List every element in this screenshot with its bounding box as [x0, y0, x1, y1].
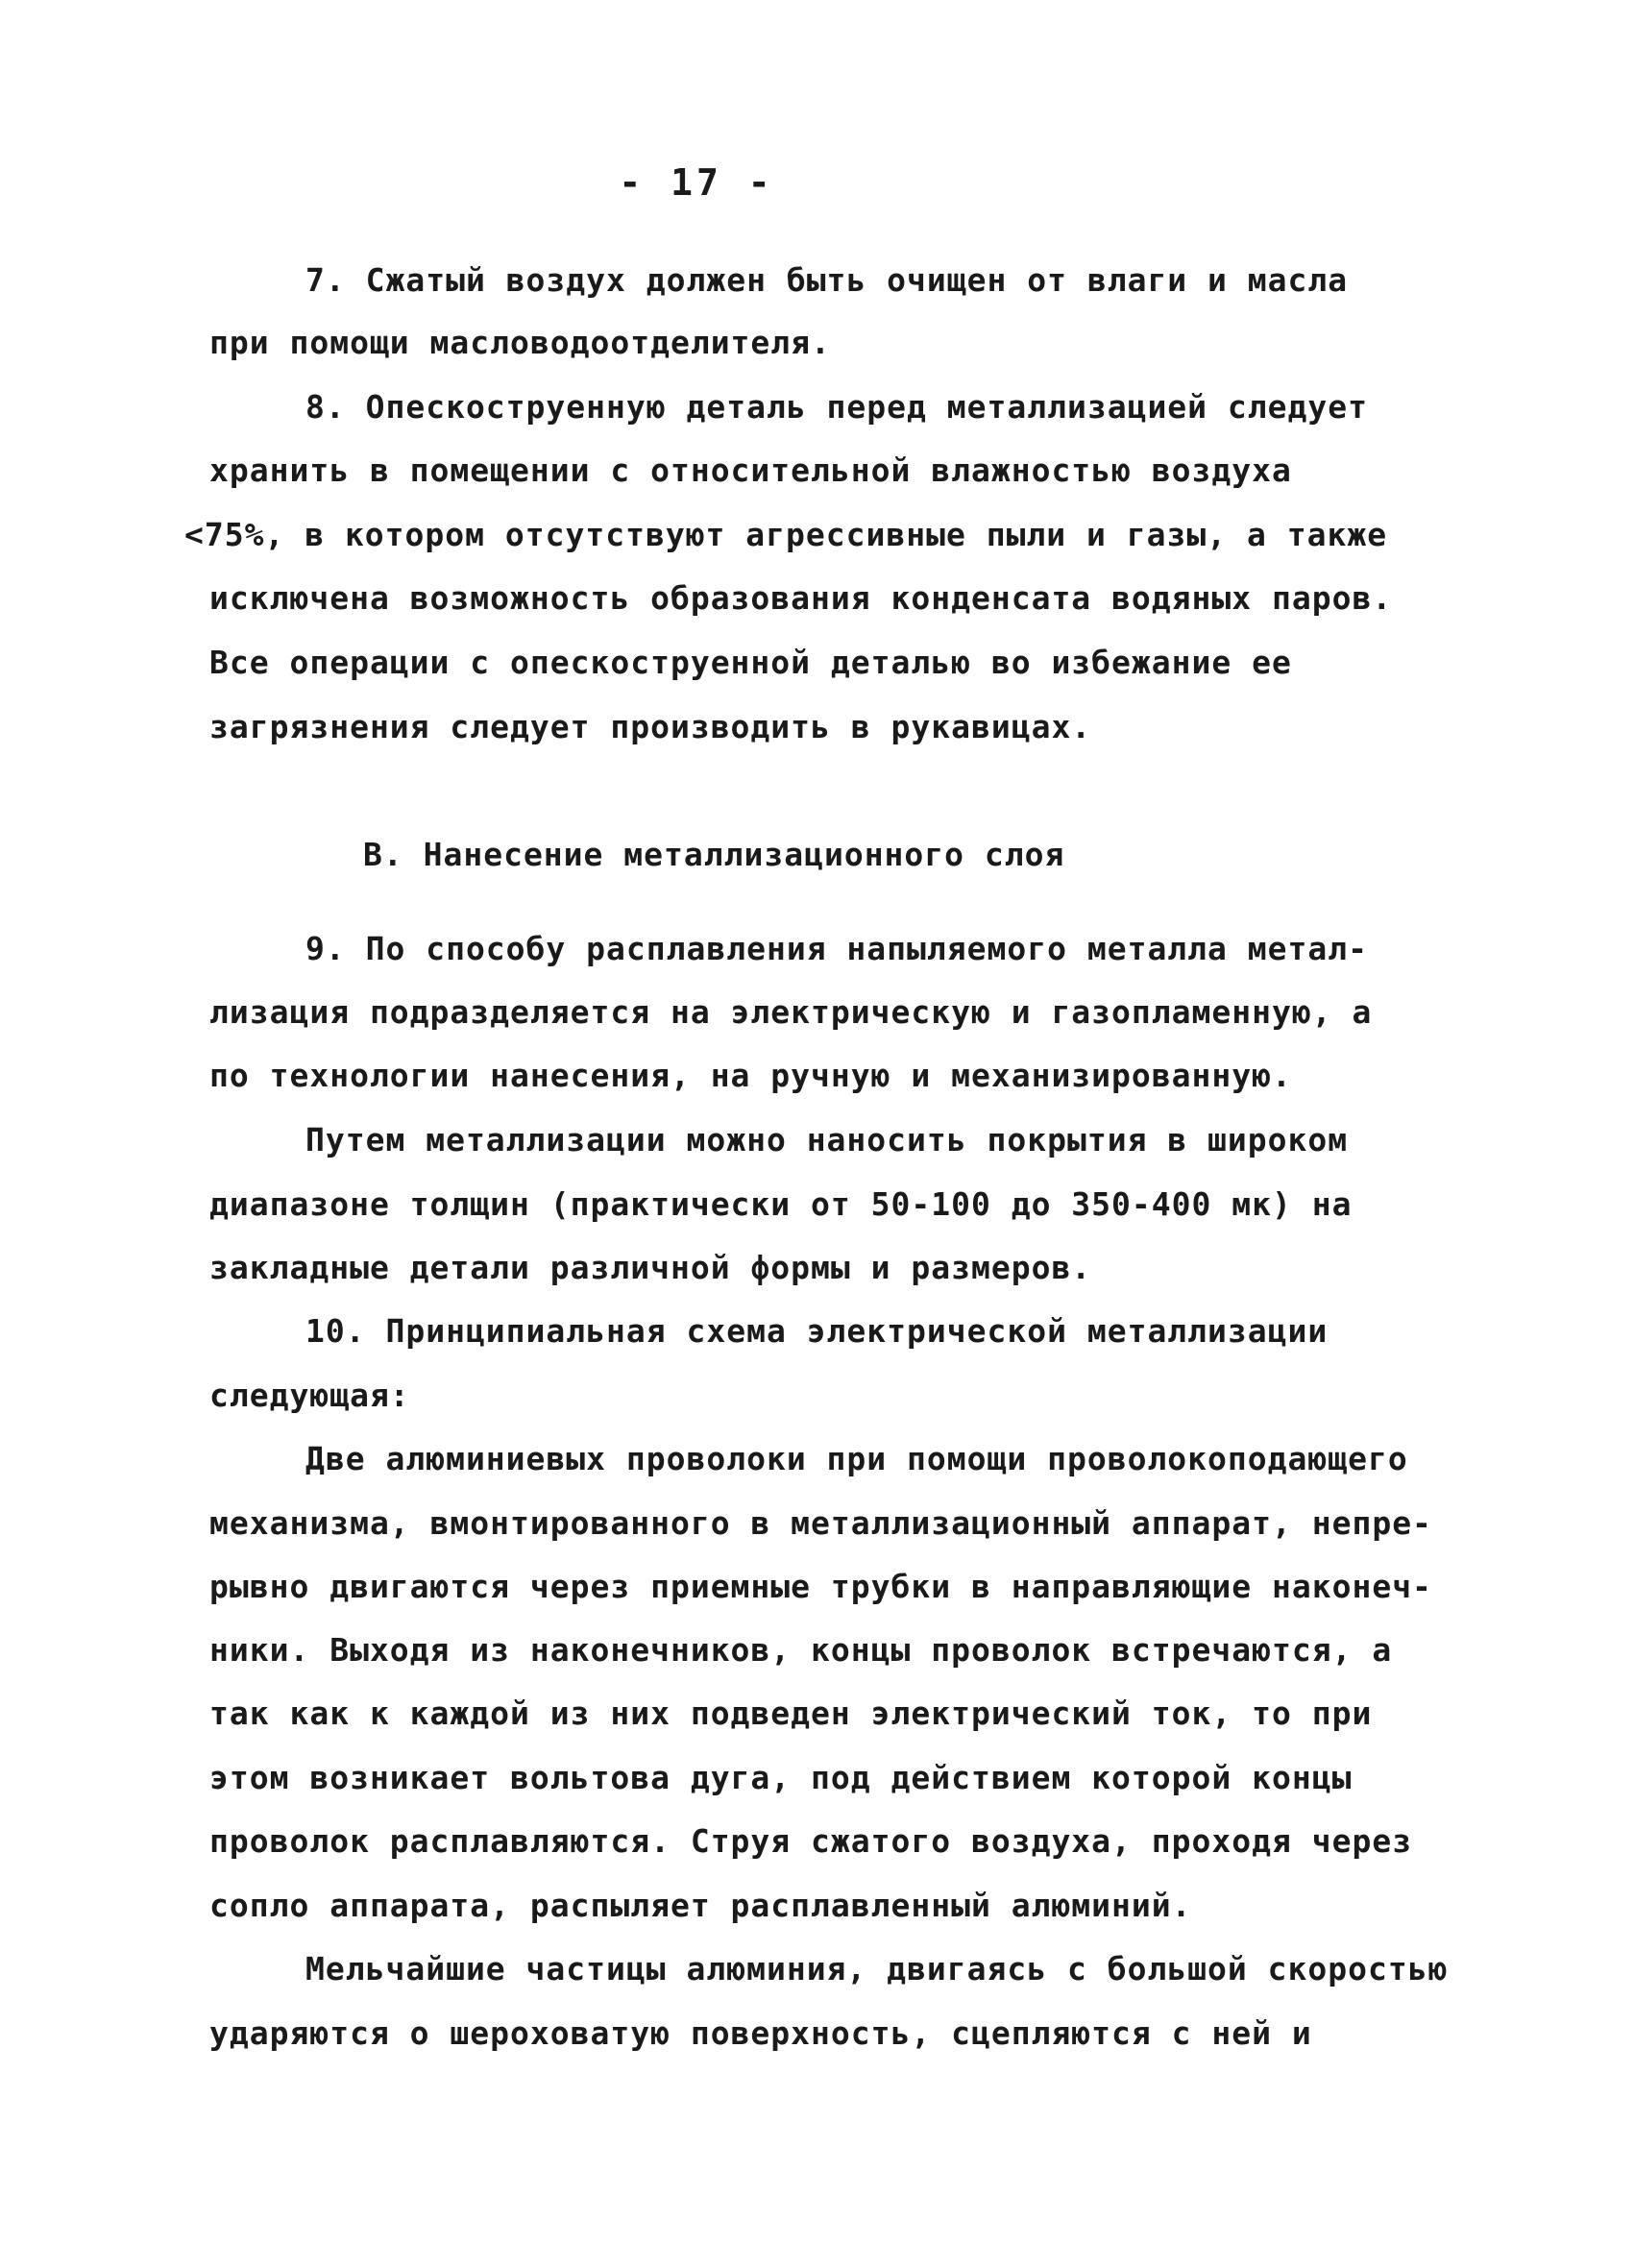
text-line: Две алюминиевых проволоки при помощи проволокоподающего — [305, 1440, 1408, 1477]
text-line: диапазоне толщин (практически от 50-100 до 350-400 мк) на — [209, 1185, 1353, 1223]
text-line: следующая: — [209, 1377, 410, 1414]
text-line: при помощи масловодоотделителя. — [209, 324, 831, 361]
text-line: ударяются о шероховатую поверхность, сцепляются с ней и — [209, 2014, 1312, 2052]
text-line: 7. Сжатый воздух должен быть очищен от влаги и масла — [305, 261, 1349, 299]
text-line: закладные детали различной формы и размеров. — [209, 1249, 1092, 1286]
text-line: 8. Опескоструенную деталь перед металлизацией следует — [305, 388, 1368, 426]
text-line: 9. По способу расплавления напыляемого металла метал- — [305, 930, 1368, 967]
text-line: хранить в помещении с относительной влажностью воздуха — [209, 451, 1292, 489]
text-line: загрязнения следует производить в рукавицах. — [209, 708, 1092, 745]
page-number: - 17 - — [619, 161, 774, 204]
section-heading: В. Нанесение металлизационного слоя — [363, 836, 1065, 873]
text-line: проволок расплавляются. Струя сжатого воздуха, проходя через — [209, 1822, 1413, 1860]
text-line: рывно двигаются через приемные трубки в направляющие наконеч- — [209, 1568, 1432, 1605]
text-line: механизма, вмонтированного в металлизационный аппарат, непре- — [209, 1504, 1432, 1542]
text-line: ники. Выходя из наконечников, концы проволок встречаются, а — [209, 1631, 1393, 1669]
text-line: исключена возможность образования конденсата водяных паров. — [209, 579, 1393, 617]
text-line: Мельчайшие частицы алюминия, двигаясь с большой скоростью — [305, 1950, 1449, 1988]
text-line: 10. Принципиальная схема электрической металлизации — [305, 1312, 1329, 1350]
text-line: <75%, в котором отсутствуют агрессивные пыли и газы, а также — [184, 516, 1388, 553]
text-line: Путем металлизации можно наносить покрытия в широком — [305, 1121, 1349, 1158]
text-line: Все операции с опескоструенной деталью во избежание ее — [209, 644, 1292, 681]
text-line: лизация подразделяется на электрическую и газопламенную, а — [209, 993, 1373, 1031]
text-line: этом возникает вольтова дуга, под действием которой концы — [209, 1759, 1353, 1796]
text-line: сопло аппарата, распыляет расплавленный алюминий. — [209, 1887, 1192, 1924]
text-line: так как к каждой из них подведен электрический ток, то при — [209, 1695, 1373, 1732]
text-line: по технологии нанесения, на ручную и механизированную. — [209, 1057, 1292, 1094]
